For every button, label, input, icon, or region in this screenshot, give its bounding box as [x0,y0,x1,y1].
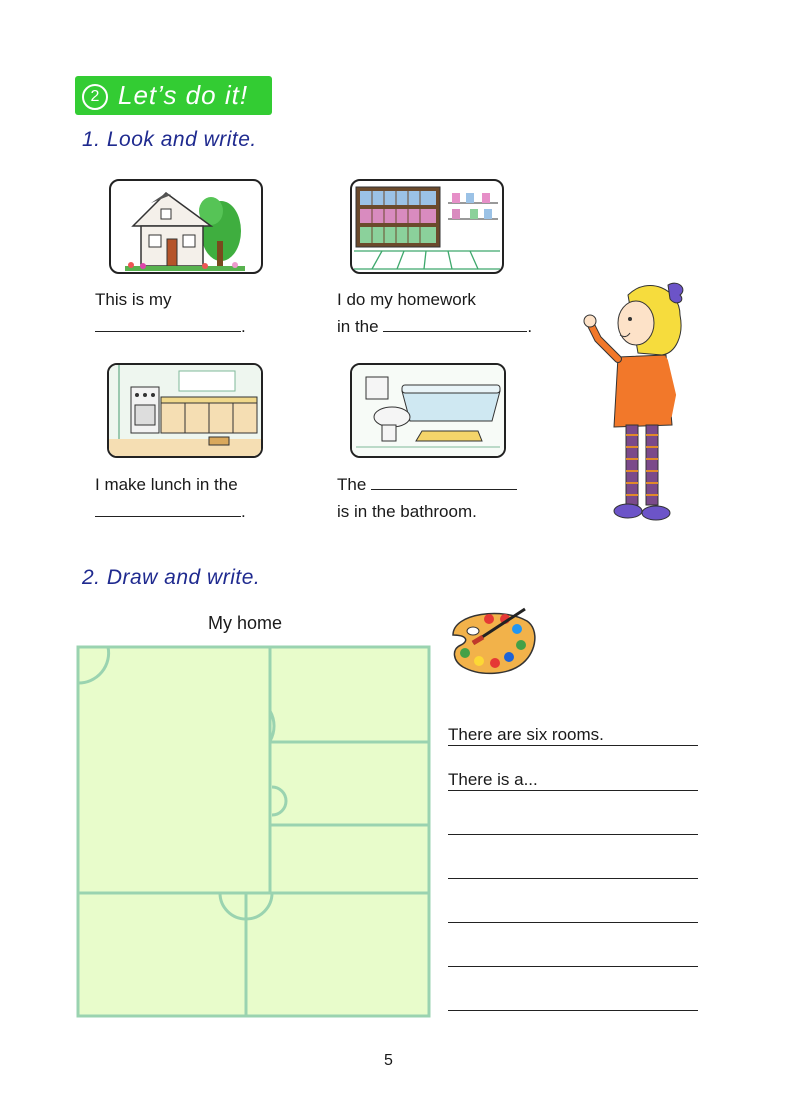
exercise-1-title: 1. Look and write. [82,128,257,151]
bathroom-illustration [352,365,504,456]
caption-house-line1: This is my [95,290,172,309]
section-banner-title: Let’s do it! [118,80,249,110]
caption-study-prefix: in the [337,317,379,336]
study-picture [350,179,504,274]
answer-blank-bathroom[interactable] [371,473,517,490]
caption-bathroom [337,471,517,525]
answer-blank-kitchen[interactable] [95,500,241,517]
page-number: 5 [384,1052,393,1069]
house-illustration [111,181,261,272]
writing-line-7[interactable] [448,1010,698,1011]
caption-study-line1: I do my homework [337,290,476,309]
section-number-badge: 2 [82,84,108,110]
writing-line-2[interactable] [448,790,698,791]
paint-palette-icon [443,605,539,677]
answer-blank-study[interactable] [383,315,527,332]
caption-study [337,286,532,340]
writing-line-5[interactable] [448,922,698,923]
girl-illustration [568,275,688,530]
caption-kitchen-line1: I make lunch in the [95,475,238,494]
exercise-2-title: 2. Draw and write. [82,566,261,589]
floorplan-title: My home [208,613,283,633]
bathroom-picture [350,363,506,458]
answer-blank-house[interactable] [95,315,241,332]
writing-line-4[interactable] [448,878,698,879]
kitchen-picture [107,363,263,458]
caption-house-period: . [241,317,246,336]
house-picture [109,179,263,274]
caption-kitchen [95,471,246,525]
floorplan-drawing-area[interactable] [76,645,431,1018]
caption-bathroom-prefix: The [337,475,367,494]
writing-line-6[interactable] [448,966,698,967]
writing-line-3[interactable] [448,834,698,835]
kitchen-illustration [109,365,261,456]
caption-kitchen-period: . [241,502,246,521]
writing-line-1[interactable] [448,745,698,746]
caption-study-period: . [527,317,533,336]
writing-line-1-text: There are six rooms. [448,725,604,744]
caption-bathroom-line2: is in the bathroom. [337,502,477,521]
study-illustration [352,181,502,272]
caption-house [95,286,246,340]
writing-line-2-text: There is a... [448,770,538,789]
